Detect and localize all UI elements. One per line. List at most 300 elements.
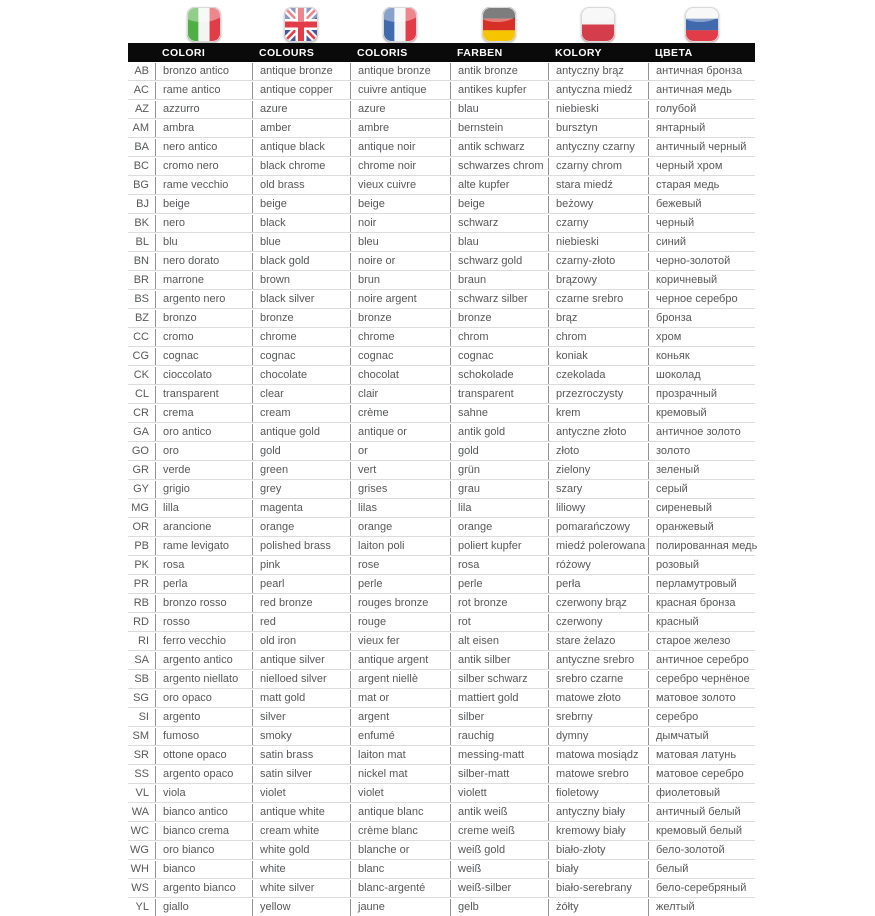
table-row	[128, 347, 755, 366]
color-name: шоколад	[648, 367, 755, 384]
color-name: antique blanc	[350, 804, 450, 821]
color-name: antik bronze	[450, 63, 548, 80]
color-code: BC	[133, 159, 149, 172]
color-table	[128, 62, 758, 916]
color-name: kremowy biały	[548, 823, 648, 840]
table-row	[128, 575, 755, 594]
color-code: BN	[133, 254, 149, 267]
color-name: nero dorato	[155, 253, 252, 270]
color-name: polished brass	[252, 538, 350, 555]
color-name: bernstein	[450, 120, 548, 137]
color-code: RD	[133, 615, 149, 628]
color-name: white	[252, 861, 350, 878]
color-name: blanc	[350, 861, 450, 878]
table-row	[128, 822, 755, 841]
color-name: red	[252, 614, 350, 631]
color-name: rosso	[155, 614, 252, 631]
color-name: beige	[350, 196, 450, 213]
color-code: RI	[138, 634, 149, 647]
color-name: pink	[252, 557, 350, 574]
color-name: brąz	[548, 310, 648, 327]
table-row	[128, 100, 755, 119]
color-name: blau	[450, 101, 548, 118]
table-row	[128, 708, 755, 727]
color-name: beige	[155, 196, 252, 213]
color-name: arancione	[155, 519, 252, 536]
color-code: VL	[135, 786, 149, 799]
color-name: fioletowy	[548, 785, 648, 802]
color-name: antique bronze	[350, 63, 450, 80]
color-name: enfumé	[350, 728, 450, 745]
color-name: antyczna miedź	[548, 82, 648, 99]
color-name: античная медь	[648, 82, 755, 99]
color-name: rose	[350, 557, 450, 574]
color-name: clair	[350, 386, 450, 403]
color-name: noire or	[350, 253, 450, 270]
color-code: BL	[135, 235, 149, 248]
table-row	[128, 879, 755, 898]
color-name: bianco	[155, 861, 252, 878]
table-row	[128, 860, 755, 879]
color-name: srebrny	[548, 709, 648, 726]
color-name: nero	[155, 215, 252, 232]
color-name: antyczny czarny	[548, 139, 648, 156]
color-name: azure	[252, 101, 350, 118]
color-name: oro antico	[155, 424, 252, 441]
table-row	[128, 233, 755, 252]
color-name: beige	[252, 196, 350, 213]
color-name: серый	[648, 481, 755, 498]
table-row	[128, 81, 755, 100]
color-code: CL	[134, 387, 149, 400]
table-row	[128, 157, 755, 176]
color-name: rosa	[155, 557, 252, 574]
color-name: czarny chrom	[548, 158, 648, 175]
color-name: oro bianco	[155, 842, 252, 859]
color-name: lilla	[155, 500, 252, 517]
color-name: ottone opaco	[155, 747, 252, 764]
color-name: giallo	[155, 899, 252, 916]
color-name: poliert kupfer	[450, 538, 548, 555]
color-name: laiton poli	[350, 538, 450, 555]
color-name: antikes kupfer	[450, 82, 548, 99]
color-name: bronze	[252, 310, 350, 327]
color-code: OR	[132, 520, 149, 533]
color-name: silber schwarz	[450, 671, 548, 688]
color-name: cream	[252, 405, 350, 422]
color-name: перламутровый	[648, 576, 755, 593]
color-name: antyczny brąz	[548, 63, 648, 80]
color-name: grey	[252, 481, 350, 498]
color-name: niebieski	[548, 234, 648, 251]
color-name: transparent	[450, 386, 548, 403]
color-code: CC	[133, 330, 149, 343]
color-name: white gold	[252, 842, 350, 859]
color-name: матовое серебро	[648, 766, 755, 783]
color-name: silber-matt	[450, 766, 548, 783]
color-name: oro opaco	[155, 690, 252, 707]
color-name: grün	[450, 462, 548, 479]
color-name: matowe srebro	[548, 766, 648, 783]
color-name: античная бронза	[648, 63, 755, 80]
color-name: mattiert gold	[450, 690, 548, 707]
color-name: alt eisen	[450, 633, 548, 650]
color-name: noir	[350, 215, 450, 232]
color-name: коричневый	[648, 272, 755, 289]
color-name: cognac	[350, 348, 450, 365]
color-name: зеленый	[648, 462, 755, 479]
table-row	[128, 385, 755, 404]
color-code: SR	[133, 748, 149, 761]
color-name: czarne srebro	[548, 291, 648, 308]
color-name: старое железо	[648, 633, 755, 650]
color-name: czarny	[548, 215, 648, 232]
color-name: argent	[350, 709, 450, 726]
color-name: lila	[450, 500, 548, 517]
color-name: brązowy	[548, 272, 648, 289]
color-code: CR	[133, 406, 149, 419]
table-row	[128, 537, 758, 556]
color-name: rot bronze	[450, 595, 548, 612]
color-name: bronzo	[155, 310, 252, 327]
color-name: полированная медь	[648, 538, 755, 555]
color-name: белый	[648, 861, 755, 878]
color-name: miedź polerowana	[548, 538, 648, 555]
color-name: orange	[350, 519, 450, 536]
color-code: BA	[134, 140, 149, 153]
color-name: matowa mosiądz	[548, 747, 648, 764]
color-name: antique or	[350, 424, 450, 441]
color-name: ambra	[155, 120, 252, 137]
color-name: violet	[252, 785, 350, 802]
color-name: nickel mat	[350, 766, 450, 783]
color-code: SM	[132, 729, 149, 742]
color-name: perla	[155, 576, 252, 593]
color-name: chrome	[252, 329, 350, 346]
color-code: AB	[134, 64, 149, 77]
color-name: przezroczysty	[548, 386, 648, 403]
color-name: красная бронза	[648, 595, 755, 612]
color-name: czerwony	[548, 614, 648, 631]
color-name: crème blanc	[350, 823, 450, 840]
color-name: старая медь	[648, 177, 755, 194]
color-name: bianco antico	[155, 804, 252, 821]
color-name: grigio	[155, 481, 252, 498]
table-row	[128, 480, 755, 499]
color-name: red bronze	[252, 595, 350, 612]
color-name: cognac	[252, 348, 350, 365]
color-code: WG	[130, 843, 149, 856]
color-name: коньяк	[648, 348, 755, 365]
color-code: AM	[132, 121, 149, 134]
color-name: biały	[548, 861, 648, 878]
color-code: WA	[131, 805, 149, 818]
color-name: chrome	[350, 329, 450, 346]
color-name: argento nero	[155, 291, 252, 308]
color-name: blau	[450, 234, 548, 251]
color-name: schokolade	[450, 367, 548, 384]
color-code: RB	[133, 596, 149, 609]
color-name: schwarz silber	[450, 291, 548, 308]
color-name: nero antico	[155, 139, 252, 156]
color-name: argent niellè	[350, 671, 450, 688]
color-name: cognac	[155, 348, 252, 365]
color-name: orange	[450, 519, 548, 536]
color-code: BR	[133, 273, 149, 286]
color-code: GA	[133, 425, 149, 438]
color-name: amber	[252, 120, 350, 137]
color-name: beige	[450, 196, 548, 213]
color-name: antique gold	[252, 424, 350, 441]
color-name: бежевый	[648, 196, 755, 213]
color-code: SI	[138, 710, 149, 723]
flag-russia-icon	[648, 6, 755, 42]
color-name: pomarańczowy	[548, 519, 648, 536]
color-name: серебро чернёное	[648, 671, 755, 688]
color-code: BZ	[134, 311, 149, 324]
color-name: old iron	[252, 633, 350, 650]
color-name: mat or	[350, 690, 450, 707]
column-header-0: COLORI	[162, 46, 206, 59]
table-row	[128, 366, 755, 385]
color-name: bianco crema	[155, 823, 252, 840]
color-name: chocolat	[350, 367, 450, 384]
color-name: pearl	[252, 576, 350, 593]
table-row	[128, 499, 755, 518]
table-row	[128, 803, 755, 822]
color-name: verde	[155, 462, 252, 479]
color-code: CK	[133, 368, 149, 381]
color-name: голубой	[648, 101, 755, 118]
color-name: nielloed silver	[252, 671, 350, 688]
color-name: stare żelazo	[548, 633, 648, 650]
color-code: BS	[134, 292, 149, 305]
column-header-2: COLORIS	[357, 46, 408, 59]
color-name: rame levigato	[155, 538, 252, 555]
table-row	[128, 632, 755, 651]
table-row	[128, 176, 755, 195]
color-name: crema	[155, 405, 252, 422]
color-name: chocolate	[252, 367, 350, 384]
flags-row	[128, 6, 755, 42]
color-name: прозрачный	[648, 386, 755, 403]
table-row	[128, 651, 755, 670]
color-name: rame antico	[155, 82, 252, 99]
color-name: кремовый белый	[648, 823, 755, 840]
table-row	[128, 841, 755, 860]
color-name: noire argent	[350, 291, 450, 308]
flag-uk-icon	[252, 6, 350, 42]
color-name: blanc-argenté	[350, 880, 450, 897]
color-name: silver	[252, 709, 350, 726]
column-header-1: COLOURS	[259, 46, 315, 59]
color-name: черный хром	[648, 158, 755, 175]
color-name: sahne	[450, 405, 548, 422]
color-name: античный белый	[648, 804, 755, 821]
color-code: SB	[134, 672, 149, 685]
color-name: bleu	[350, 234, 450, 251]
color-name: grau	[450, 481, 548, 498]
color-name: black gold	[252, 253, 350, 270]
color-code: SG	[133, 691, 149, 704]
color-name: biało-serebrany	[548, 880, 648, 897]
color-name: krem	[548, 405, 648, 422]
color-name: черный	[648, 215, 755, 232]
color-name: alte kupfer	[450, 177, 548, 194]
color-name: серебро	[648, 709, 755, 726]
color-name: azure	[350, 101, 450, 118]
color-name: laiton mat	[350, 747, 450, 764]
color-name: antyczne złoto	[548, 424, 648, 441]
color-code: WC	[130, 824, 149, 837]
color-name: antique white	[252, 804, 350, 821]
color-code: PB	[134, 539, 149, 552]
table-row	[128, 328, 755, 347]
table-row	[128, 62, 755, 81]
color-name: grises	[350, 481, 450, 498]
color-name: srebro czarne	[548, 671, 648, 688]
color-name: oro	[155, 443, 252, 460]
color-name: vert	[350, 462, 450, 479]
table-row	[128, 746, 755, 765]
color-name: bronze	[450, 310, 548, 327]
color-name: черно-золотой	[648, 253, 755, 270]
color-name: magenta	[252, 500, 350, 517]
color-name: синий	[648, 234, 755, 251]
color-code: SA	[134, 653, 149, 666]
color-name: orange	[252, 519, 350, 536]
color-name: gold	[252, 443, 350, 460]
color-name: cream white	[252, 823, 350, 840]
color-name: бронза	[648, 310, 755, 327]
color-name: argento bianco	[155, 880, 252, 897]
color-name: fumoso	[155, 728, 252, 745]
color-name: chrom	[548, 329, 648, 346]
color-name: viola	[155, 785, 252, 802]
color-name: gelb	[450, 899, 548, 916]
color-name: perle	[350, 576, 450, 593]
color-code: YL	[135, 900, 149, 913]
column-header-3: FARBEN	[457, 46, 503, 59]
color-name: rame vecchio	[155, 177, 252, 194]
color-name: матовая латунь	[648, 747, 755, 764]
flag-france-icon	[350, 6, 450, 42]
table-row	[128, 689, 755, 708]
color-code: GY	[133, 482, 149, 495]
color-name: biało-złoty	[548, 842, 648, 859]
color-name: crème	[350, 405, 450, 422]
color-name: античное золото	[648, 424, 755, 441]
color-code: GR	[132, 463, 149, 476]
table-row	[128, 670, 755, 689]
color-code: BG	[133, 178, 149, 191]
color-name: azzurro	[155, 101, 252, 118]
color-name: rosa	[450, 557, 548, 574]
color-name: rot	[450, 614, 548, 631]
table-row	[128, 195, 755, 214]
color-name: золото	[648, 443, 755, 460]
color-name: silber	[450, 709, 548, 726]
flag-italy-icon	[155, 6, 252, 42]
color-name: ferro vecchio	[155, 633, 252, 650]
color-name: бело-золотой	[648, 842, 755, 859]
color-name: cuivre antique	[350, 82, 450, 99]
color-name: gold	[450, 443, 548, 460]
table-row	[128, 309, 755, 328]
table-row	[128, 594, 755, 613]
color-name: green	[252, 462, 350, 479]
color-name: argento opaco	[155, 766, 252, 783]
table-row	[128, 461, 755, 480]
color-name: niebieski	[548, 101, 648, 118]
table-row	[128, 119, 755, 138]
color-name: antik schwarz	[450, 139, 548, 156]
color-name: antique bronze	[252, 63, 350, 80]
color-name: brown	[252, 272, 350, 289]
flag-poland-icon	[548, 6, 648, 42]
color-name: matt gold	[252, 690, 350, 707]
color-name: красный	[648, 614, 755, 631]
color-name: оранжевый	[648, 519, 755, 536]
table-header	[128, 43, 755, 62]
color-name: czekolada	[548, 367, 648, 384]
flag-germany-icon	[450, 6, 548, 42]
color-name: antique copper	[252, 82, 350, 99]
color-name: vieux fer	[350, 633, 450, 650]
table-row	[128, 898, 755, 916]
color-code: GO	[131, 444, 149, 457]
color-name: хром	[648, 329, 755, 346]
color-name: argento	[155, 709, 252, 726]
color-name: beżowy	[548, 196, 648, 213]
color-name: stara miedź	[548, 177, 648, 194]
table-row	[128, 442, 755, 461]
color-name: messing-matt	[450, 747, 548, 764]
column-header-5: ЦВЕТА	[655, 46, 693, 59]
color-name: розовый	[648, 557, 755, 574]
column-header-4: KOLORY	[555, 46, 602, 59]
color-name: chrom	[450, 329, 548, 346]
color-name: античный черный	[648, 139, 755, 156]
color-name: transparent	[155, 386, 252, 403]
color-name: blanche or	[350, 842, 450, 859]
color-name: chrome noir	[350, 158, 450, 175]
color-code: PK	[134, 558, 149, 571]
color-name: clear	[252, 386, 350, 403]
color-name: фиолетовый	[648, 785, 755, 802]
color-name: or	[350, 443, 450, 460]
color-name: antique silver	[252, 652, 350, 669]
color-name: antik gold	[450, 424, 548, 441]
color-name: yellow	[252, 899, 350, 916]
color-name: antik silber	[450, 652, 548, 669]
color-name: black chrome	[252, 158, 350, 175]
table-row	[128, 727, 755, 746]
color-name: сиреневый	[648, 500, 755, 517]
color-name: marrone	[155, 272, 252, 289]
color-name: antyczny biały	[548, 804, 648, 821]
color-name: кремовый	[648, 405, 755, 422]
color-name: różowy	[548, 557, 648, 574]
color-name: cromo nero	[155, 158, 252, 175]
color-name: bursztyn	[548, 120, 648, 137]
color-name: satin silver	[252, 766, 350, 783]
color-name: cognac	[450, 348, 548, 365]
color-name: creme weiß	[450, 823, 548, 840]
color-name: schwarz	[450, 215, 548, 232]
table-row	[128, 214, 755, 233]
color-name: czarny-złoto	[548, 253, 648, 270]
